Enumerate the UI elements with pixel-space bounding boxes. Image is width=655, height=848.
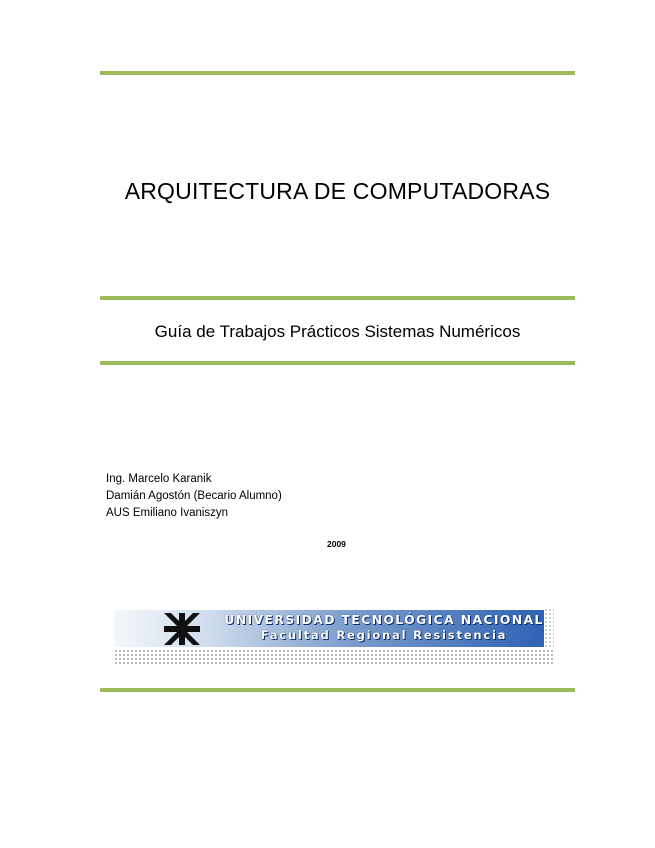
university-logo-banner — [114, 608, 554, 666]
author-line: Ing. Marcelo Karanik — [106, 473, 212, 485]
author-line: AUS Emiliano Ivaniszyn — [106, 507, 229, 519]
logo-university-name: UNIVERSIDAD TECNOLÓGICA NACIONAL — [224, 612, 544, 627]
document-title: ARQUITECTURA DE COMPUTADORAS — [124, 178, 551, 204]
logo-faculty-name: Facultad Regional Resistencia — [260, 628, 508, 642]
document-subtitle: Guía de Trabajos Prácticos Sistemas Numéricos — [154, 322, 521, 341]
logo-dither-edge — [114, 649, 554, 665]
author-line: Damián Agostón (Becario Alumno) — [106, 490, 282, 502]
utn-emblem-icon — [158, 611, 206, 647]
bottom-divider — [100, 688, 575, 692]
document-year: 2009 — [327, 539, 346, 549]
top-divider — [100, 71, 575, 75]
author-list — [106, 471, 282, 522]
logo-dither-edge — [544, 608, 554, 649]
subtitle-bottom-divider — [100, 361, 575, 365]
subtitle-top-divider — [100, 296, 575, 300]
